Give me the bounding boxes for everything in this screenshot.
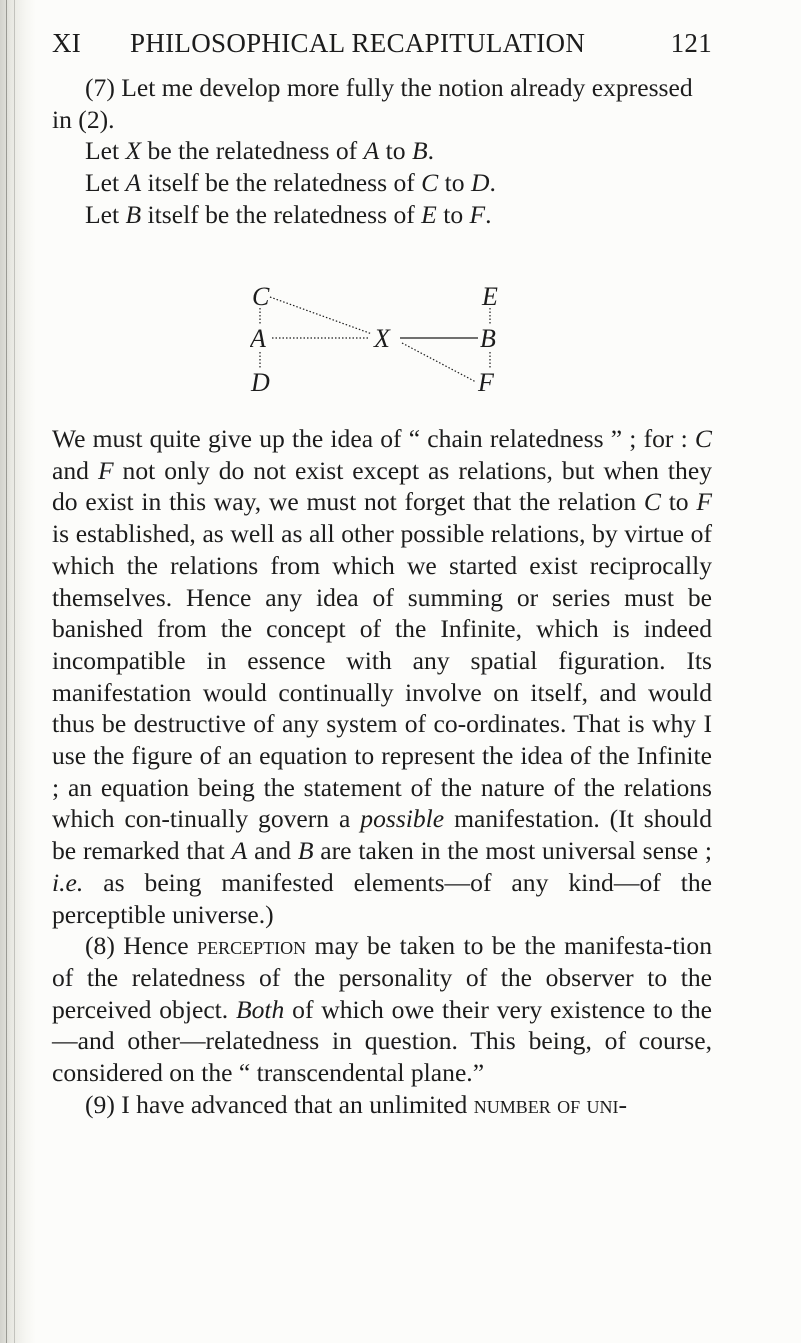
text-run: as being manifested elements—of any kind—of the perceptible universe.) xyxy=(52,867,712,929)
emphasis: possible xyxy=(360,804,445,834)
text-run: We must quite give up the idea of “ chain relatedness ” ; for : xyxy=(52,424,695,453)
small-caps-term: number of uni- xyxy=(473,1089,628,1119)
page-number: 121 xyxy=(670,28,712,58)
text-run: I have advanced that an unlimited xyxy=(114,1089,474,1119)
emphasis: Both xyxy=(236,994,285,1024)
node-b: B xyxy=(480,324,496,353)
variable: E xyxy=(421,199,437,229)
text-run: . xyxy=(485,199,492,229)
variable: A xyxy=(231,836,248,866)
definition-line xyxy=(52,135,712,167)
text-run: Let xyxy=(85,199,126,229)
node-x: X xyxy=(374,324,390,353)
variable: D xyxy=(470,168,490,198)
paragraph-main xyxy=(52,423,712,930)
text-run: are taken in the most universal sense ; xyxy=(313,836,712,866)
text-run: be the relatedness of xyxy=(141,136,364,166)
text-run: to xyxy=(438,168,471,198)
emphasis: i.e. xyxy=(52,867,84,897)
text-run: Let xyxy=(85,136,126,166)
text-run: itself be the relatedness of xyxy=(141,199,422,229)
paragraph-number: (9) xyxy=(85,1089,115,1119)
edge-c-x xyxy=(270,297,372,334)
text-run: to xyxy=(379,136,412,166)
variable: F xyxy=(469,199,486,229)
variable: F xyxy=(696,487,712,517)
text-run: of which owe their very existence to the—and other—relatedness in question. This being, of course, considered on the “ transcendental plane.” xyxy=(52,994,712,1088)
book-spine-shadow xyxy=(0,0,36,1343)
paragraph-text: Let me develop more fully the notion already expressed in (2). xyxy=(52,73,693,134)
running-title: PHILOSOPHICAL RECAPITULATION xyxy=(130,28,586,58)
variable: B xyxy=(411,136,428,166)
text-run: Hence xyxy=(114,931,198,961)
variable: C xyxy=(643,487,661,517)
variable: C xyxy=(694,424,712,453)
text-run: Let xyxy=(85,168,126,198)
text-run: to xyxy=(660,487,697,517)
spine-edge-line xyxy=(14,0,15,1343)
variable: B xyxy=(125,199,142,229)
main-paragraph xyxy=(52,423,712,1120)
text-run: is established, as well as all other possible relations, by virtue of which the relations from which we started exist reciprocally themselves. Hence any idea of summing or series must be banished from the concept of the Infinite, which is indeed incompatible in essence with any spatial figuration. Its manifestation would continually involve on itself, and would thus be destructive of any system of co-ordinates. That is why I use the figure of an equation to represent the idea of the Infinite ; an equation being the statement of the nature of the relations which con-tinually govern a xyxy=(52,519,712,834)
text-run: . xyxy=(489,168,496,198)
text-run: manifestation. (It should be remarked that xyxy=(52,804,712,866)
paragraph-number: (8) xyxy=(85,931,115,961)
paragraph-number: (7) xyxy=(85,73,115,102)
relatedness-diagram xyxy=(250,287,530,405)
text-run: not only do not exist except as relations, but when they do exist in this way, we must not forget that the relation xyxy=(52,455,712,517)
edge-x-f xyxy=(402,343,476,382)
paragraph-9 xyxy=(52,1089,712,1121)
section-number: XI xyxy=(52,28,82,58)
node-c: C xyxy=(252,287,270,311)
intro-block xyxy=(52,72,712,231)
variable: F xyxy=(97,455,114,485)
running-header xyxy=(52,28,712,68)
definition-line xyxy=(52,199,712,231)
node-a: A xyxy=(250,324,266,353)
variable: A xyxy=(125,168,142,198)
paragraph-7 xyxy=(52,72,712,135)
text-run: to xyxy=(436,199,470,229)
node-e: E xyxy=(482,287,498,311)
text-run: and xyxy=(247,836,298,866)
variable: A xyxy=(363,136,380,166)
variable: C xyxy=(421,168,439,198)
definition-line xyxy=(52,167,712,199)
small-caps-term: perception xyxy=(197,931,307,961)
text-run: itself be the relatedness of xyxy=(141,168,422,198)
node-d: D xyxy=(251,368,270,397)
text-run: may be taken to be the manifesta-tion of the relatedness of the personality of the observer to the perceived object. xyxy=(52,931,713,1024)
variable: X xyxy=(125,136,142,166)
variable: B xyxy=(297,836,314,866)
text-run: . xyxy=(427,136,434,166)
spine-edge-line xyxy=(6,0,7,1343)
node-f: F xyxy=(478,368,494,397)
text-run: and xyxy=(52,455,98,485)
paragraph-8 xyxy=(52,930,712,1089)
